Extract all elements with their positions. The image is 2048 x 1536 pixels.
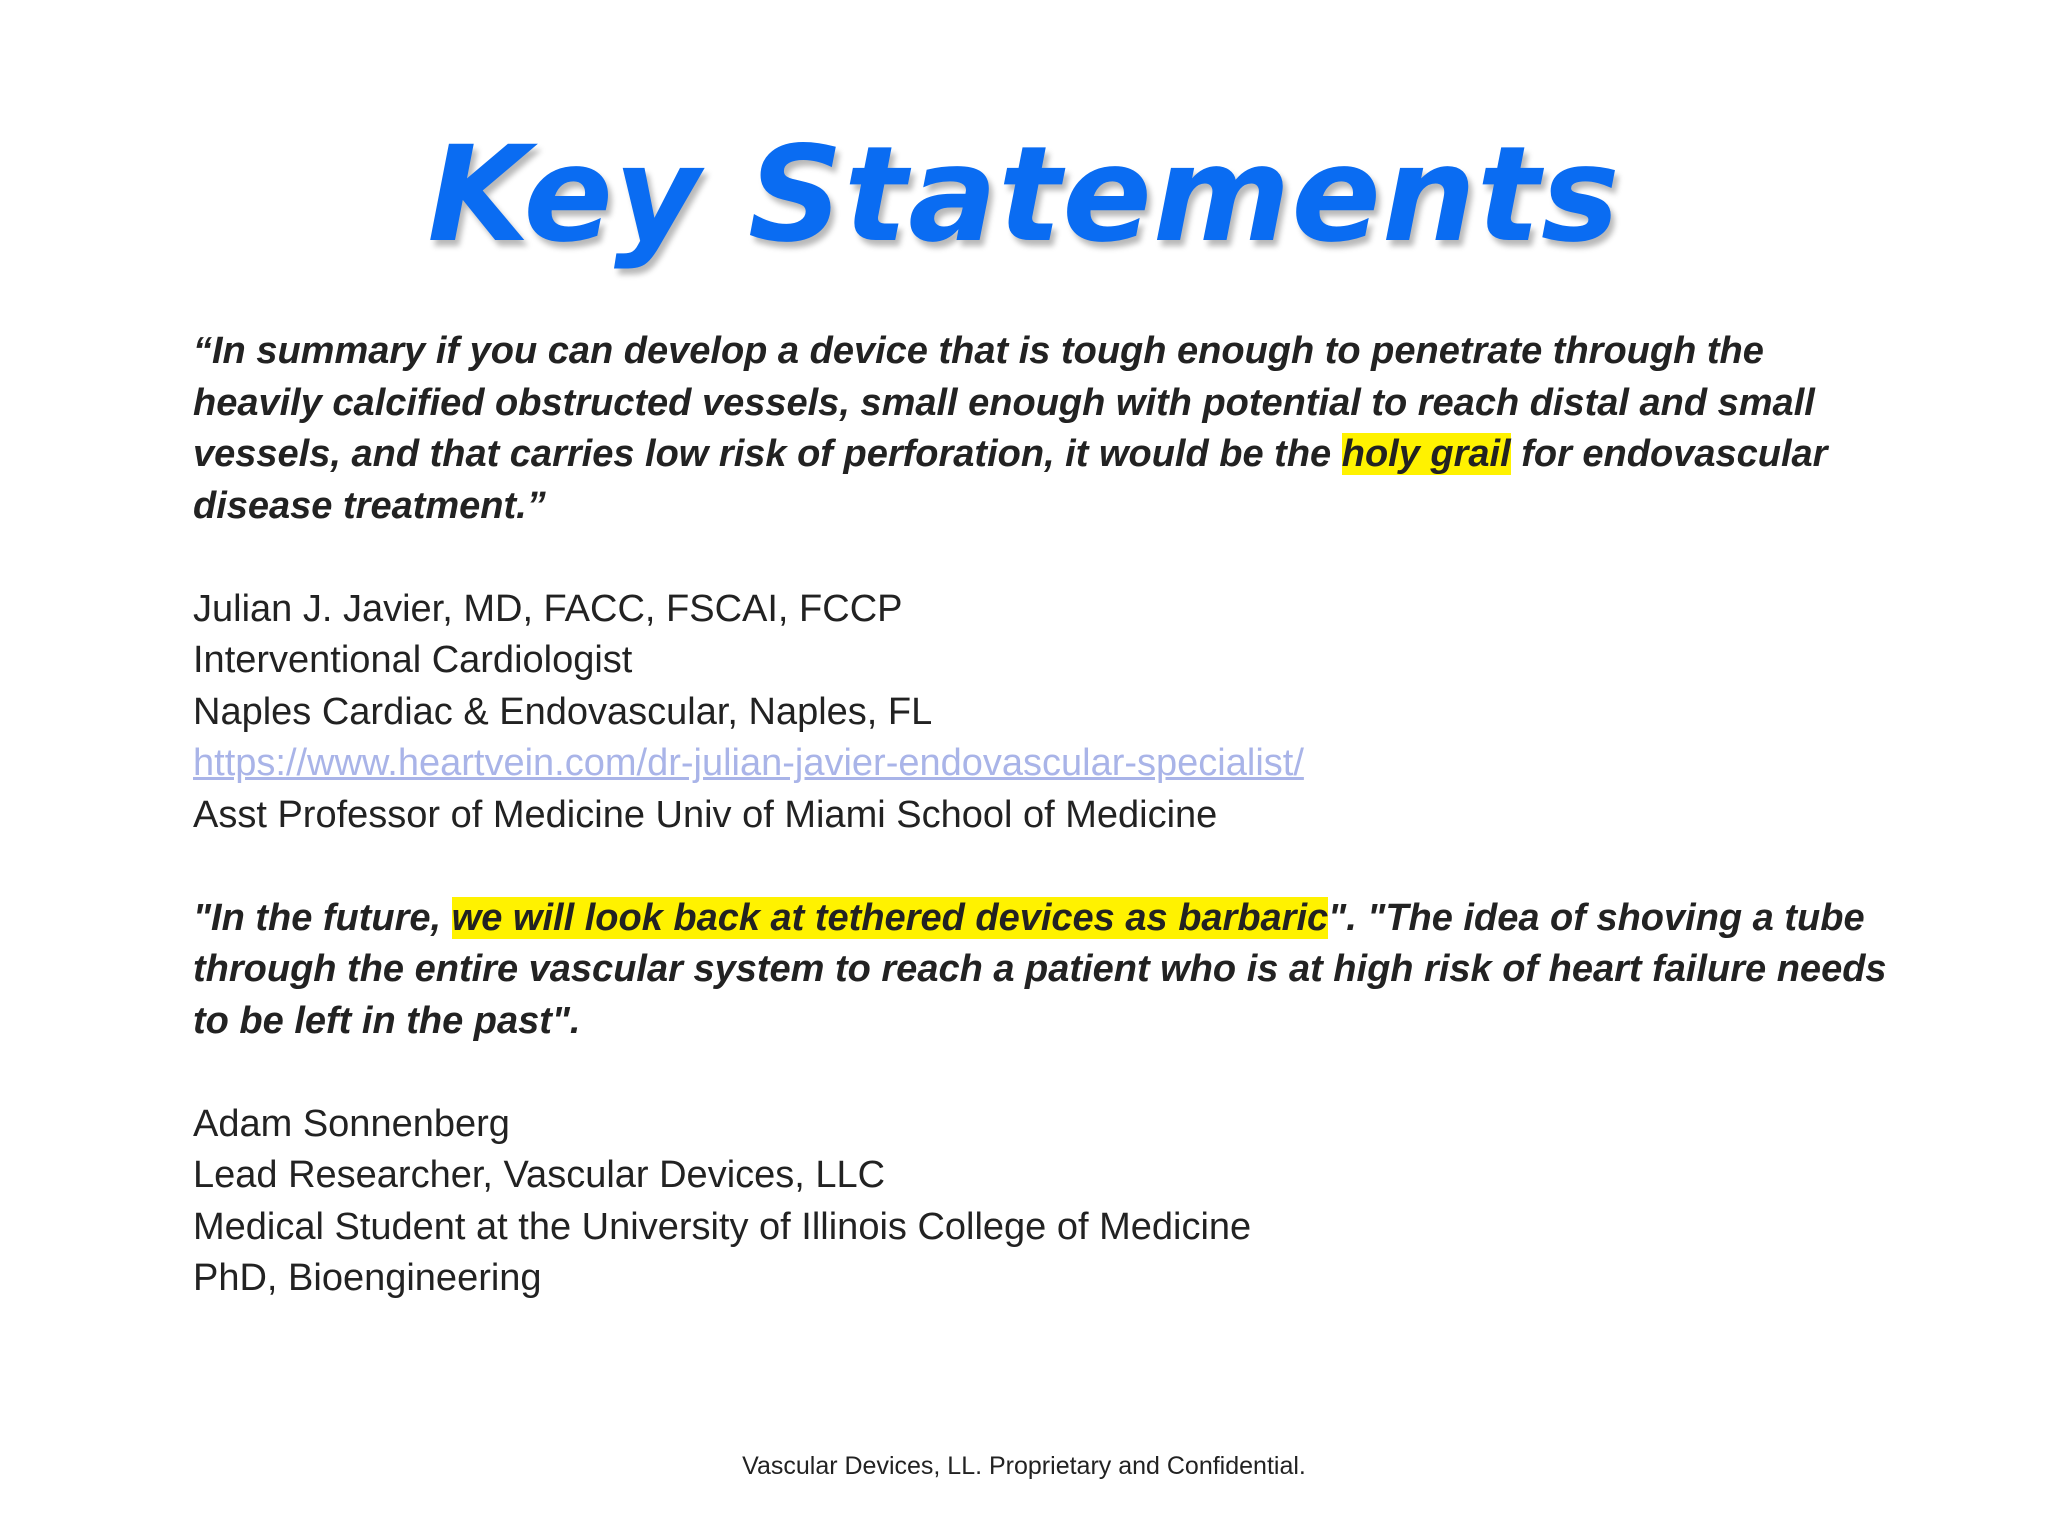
spacer: [193, 532, 1893, 584]
quote-javier: [193, 326, 1893, 532]
quote-sonnenberg-text: "In the future,: [193, 896, 452, 939]
attribution-role: Interventional Cardiologist: [193, 639, 633, 681]
attribution-link[interactable]: https://www.heartvein.com/dr-julian-javier-endovascular-specialist/: [193, 742, 1304, 784]
slide-content: [193, 326, 1893, 1305]
attribution-sonnenberg: [193, 1099, 1893, 1305]
quote-javier-highlight: holy grail: [1341, 433, 1511, 475]
attribution-role: Lead Researcher, Vascular Devices, LLC: [193, 1154, 886, 1196]
footer-confidential: Vascular Devices, LL. Proprietary and Confidential.: [742, 1452, 1306, 1480]
attribution-name: Julian J. Javier, MD, FACC, FSCAI, FCCP: [193, 587, 903, 630]
spacer: [193, 841, 1893, 893]
quote-sonnenberg-text-end: ". "The idea of shoving a tube through the entire vascular system to reach a patient who is at high risk of heart failure needs to be left in the past".: [193, 896, 1887, 1042]
quote-javier-text: “In summary if you can develop a device that is tough enough to penetrate through the heavily calcified obstructed vessels, small enough with potential to reach distal and small vessels, and that carries low risk of perforation, it would be the: [193, 330, 1815, 475]
attribution-position: Asst Professor of Medicine Univ of Miami School of Medicine: [193, 793, 1218, 836]
attribution-degree: PhD, Bioengineering: [193, 1257, 542, 1299]
slide-title: Key Statements: [427, 118, 1621, 272]
attribution-javier: [193, 584, 1893, 842]
attribution-name: Adam Sonnenberg: [193, 1102, 510, 1145]
quote-sonnenberg: [193, 893, 1893, 1048]
spacer: [193, 1047, 1893, 1099]
quote-javier-text-end: for endovascular disease treatment.”: [193, 433, 1828, 527]
quote-sonnenberg-highlight: we will look back at tethered devices as barbaric: [451, 896, 1329, 939]
attribution-education: Medical Student at the University of Illinois College of Medicine: [193, 1205, 1252, 1248]
attribution-organization: Naples Cardiac & Endovascular, Naples, FL: [193, 690, 933, 733]
